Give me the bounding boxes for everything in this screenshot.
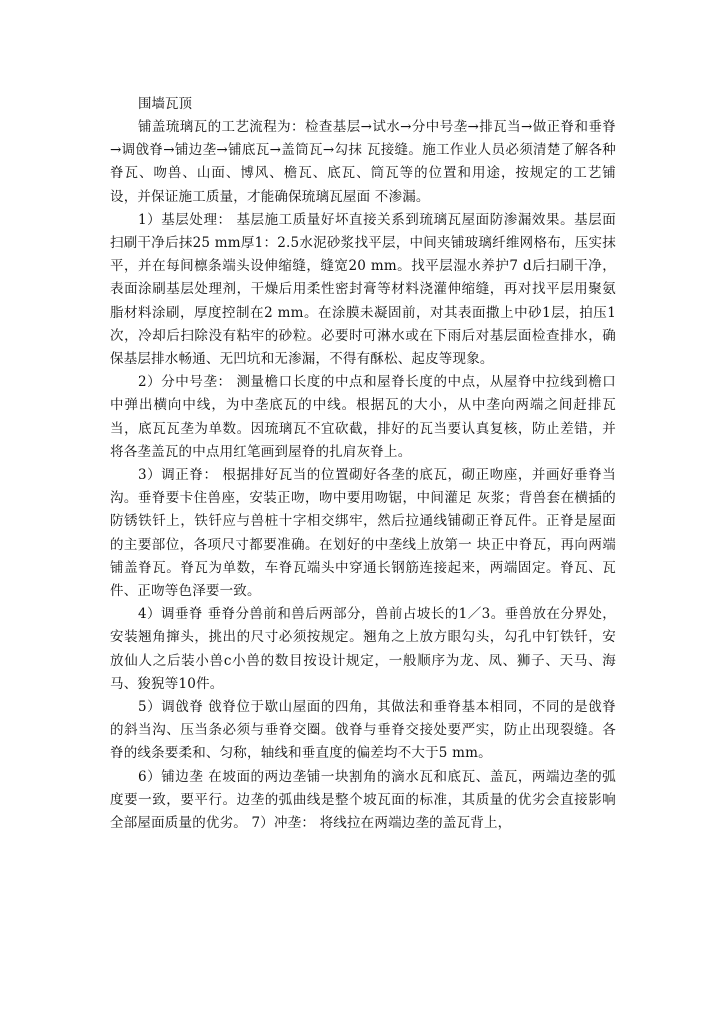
paragraph-hip-ridge: 5）调戗脊 戗脊位于歇山屋面的四角，其做法和垂脊基本相同，不同的是戗脊的斜当沟、压当条必须与垂脊交圈。戗脊与垂脊交接处要严实，防止出现裂缝。各脊的线条要柔和、匀称，轴线和垂直度的偏差均不大于5 mm。: [110, 699, 616, 762]
document-page: [110, 93, 616, 835]
paragraph-main-ridge: 3）调正脊： 根据排好瓦当的位置砌好各垄的底瓦，砌正吻座，并画好垂脊当沟。垂脊要卡住兽座，安装正吻，吻中要用吻锯，中间灌足 灰浆；背兽套在横插的防锈铁钎上，铁钎应与兽桩十字相交绑牢，然后拉通线铺砌正脊瓦件。正脊是屋面的主要部位，各项尺寸都要准确。在划好的中垄线上放第一 块正中脊瓦，再向两端铺盖脊瓦。脊瓦为单数，车脊瓦端头中穿通长钢筋连接起来，两端固定。脊瓦、瓦件、正吻等色泽要一致。: [110, 467, 616, 600]
paragraph-base-treatment: 1）基层处理： 基层施工质量好坏直接关系到琉璃瓦屋面防渗漏效果。基层面扫刷干净后抹25 mm厚1：2.5水泥砂浆找平层，中间夹铺玻璃纤维网格布，压实抹平，并在每间檩条端头设伸缩缝，缝宽20 mm。找平层湿水养护7 d后扫刷干净，表面涂刷基层处理剂，干燥后用柔性密封膏等材料浇灌伸缩缝，再对找平层用聚氨脂材料涂刷，厚度控制在2 mm。在涂膜未凝固前，对其表面撒上中砂1层，拍压1次，冷却后扫除没有粘牢的砂粒。必要时可淋水或在下雨后对基层面检查排水，确保基层排水畅通、无凹坑和无渗漏，不得有酥松、起皮等现象。: [110, 211, 616, 368]
paragraph-edge-rows: 6）铺边垄 在坡面的两边垄铺一块割角的滴水瓦和底瓦、盖瓦，两端边垄的弧度要一致，要平行。边垄的弧曲线是整个坡瓦面的标准，其质量的优劣会直接影响全部屋面质量的优劣。 7）冲垄： 将线拉在两端边垄的盖瓦背上，: [110, 768, 616, 832]
paragraph-process-overview: 铺盖琉璃瓦的工艺流程为：检查基层→试水→分中号垄→排瓦当→做正脊和垂脊→调戗脊→铺边垄→铺底瓦→盖筒瓦→勾抹 瓦接缝。施工作业人员必须清楚了解各种脊瓦、吻兽、山面、博风、檐瓦、底瓦、筒瓦等的位置和用途，按规定的工艺铺设，并保证施工质量，才能确保琉璃瓦屋面 不渗漏。: [110, 119, 616, 205]
paragraph-center-ridge-marking: 2）分中号垄： 测量檐口长度的中点和屋脊长度的中点，从屋脊中拉线到檐口中弹出横向中线，为中垄底瓦的中线。根据瓦的大小，从中垄向两端之间赶排瓦当，底瓦瓦垄为单数。因琉璃瓦不宜砍截，排好的瓦当要认真复核，防止差错，并将各垄盖瓦的中点用红笔画到屋脊的扎肩灰脊上。: [110, 374, 616, 460]
paragraph-vertical-ridge: 4）调垂脊 垂脊分兽前和兽后两部分，兽前占坡长的1／3。垂兽放在分界处，安装翘角撺头，挑出的尺寸必须按规定。翘角之上放方眼勾头，勾孔中钉铁钎，安放仙人之后装小兽c小兽的数目按设计规定，一般顺序为龙、凤、狮子、天马、海马、狻猊等10件。: [110, 606, 616, 692]
section-heading: 围墙瓦顶: [138, 96, 192, 112]
